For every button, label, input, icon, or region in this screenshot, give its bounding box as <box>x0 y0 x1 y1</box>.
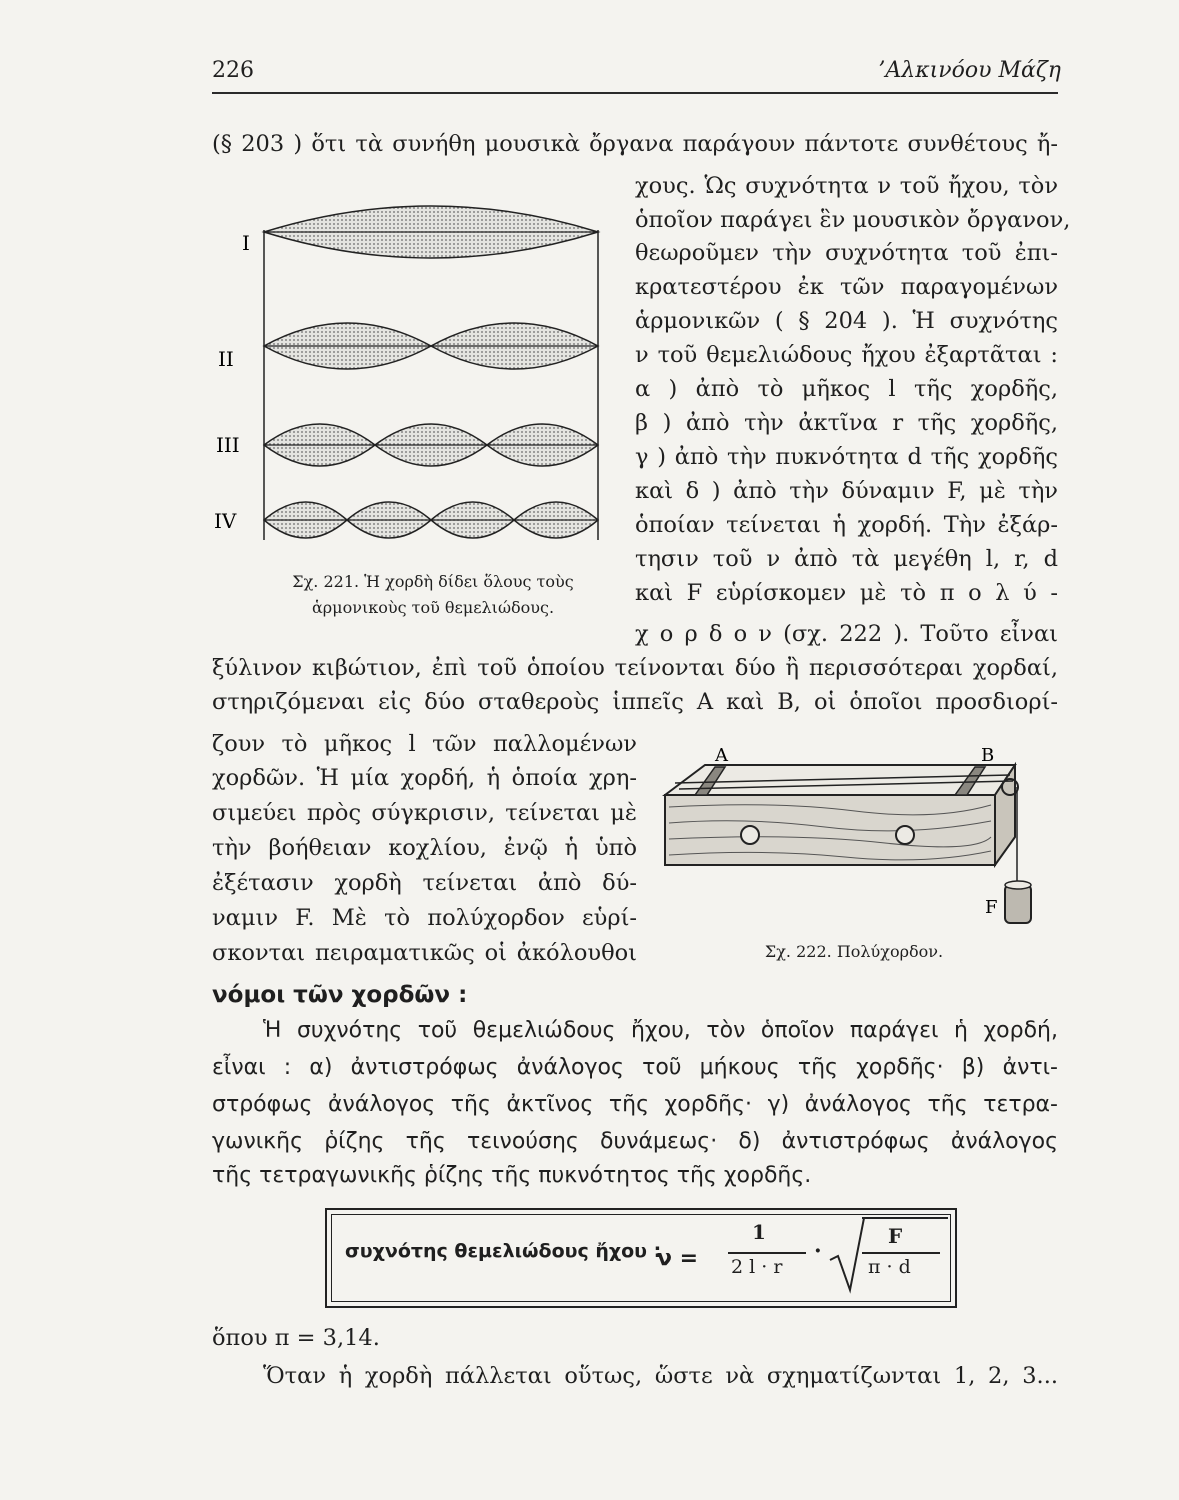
harmonic-label-4: IV <box>214 509 237 533</box>
fraction-bar <box>728 1252 806 1254</box>
figure-221-harmonics <box>212 190 632 560</box>
text-line: ἁρμονικῶν ( § 204 ). Ἡ συχνότης <box>635 308 1058 334</box>
formula-numerator-1: 1 <box>752 1220 766 1244</box>
formula-denominator-2: π · d <box>868 1256 911 1278</box>
text-line: ν τοῦ θεμελιώδους ἤχου ἐξαρτᾶται : <box>635 342 1058 368</box>
sqrt-overline <box>862 1217 948 1219</box>
formula-label: συχνότης θεμελιώδους ἤχου : <box>345 1240 662 1262</box>
text-line: σιμεύει πρὸς σύγκρισιν, τείνεται μὲ <box>212 800 637 826</box>
text-line: α ) ἀπὸ τὸ μῆκος l τῆς χορδῆς, <box>635 376 1058 402</box>
laws-heading: νόμοι τῶν χορδῶν : <box>212 982 468 1008</box>
text-line: (§ 203 ) ὅτι τὰ συνήθη μουσικὰ ὄργανα παράγουν πάντοτε συνθέτους ἤ- <box>212 131 1058 157</box>
text-line: ἐξέτασιν χορδὴ τείνεται ἀπὸ δύ- <box>212 870 637 896</box>
text-line: χους. Ὡς συχνότητα ν τοῦ ἤχου, τὸν <box>635 173 1058 199</box>
formula-denominator-1: 2 l · r <box>731 1256 783 1278</box>
law-line: γωνικῆς ῥίζης τῆς τεινούσης δυνάμεως· δ) ἀντιστρόφως ἀνάλογος <box>212 1129 1058 1154</box>
label-f: F <box>985 897 998 918</box>
page-number: 226 <box>212 58 254 83</box>
text-line: καὶ F εὑρίσκομεν μὲ τὸ π ο λ ύ - <box>635 580 1058 606</box>
figure-221-caption-line1: Σχ. 221. Ἡ χορδὴ δίδει ὅλους τοὺς <box>292 572 574 591</box>
sqrt-sign <box>828 1214 868 1294</box>
harmonic-label-2: II <box>218 347 234 371</box>
law-line: Ἡ συχνότης τοῦ θεμελιώδους ἤχου, τὸν ὁποῖον παράγει ἡ χορδή, <box>263 1018 1058 1043</box>
text-line: κρατεστέρου ἐκ τῶν παραγομένων <box>635 274 1058 300</box>
text-line: τησιν τοῦ ν ἀπὸ τὰ μεγέθη l, r, d <box>635 546 1058 572</box>
text-line: χ ο ρ δ ο ν (σχ. 222 ). Τοῦτο εἶναι <box>635 621 1058 647</box>
text-line: Ὅταν ἡ χορδὴ πάλλεται οὕτως, ὥστε νὰ σχηματίζωνται 1, 2, 3... <box>263 1363 1058 1389</box>
sound-hole <box>741 826 759 844</box>
harmonic-label-1: I <box>242 231 250 255</box>
label-b: B <box>981 745 995 766</box>
figure-222-caption: Σχ. 222. Πολύχορδον. <box>764 942 944 961</box>
label-a: A <box>715 745 728 766</box>
text-line: γ ) ἀπὸ τὴν πυκνότητα d τῆς χορδῆς <box>635 444 1058 470</box>
text-line: ξύλινον κιβώτιον, ἐπὶ τοῦ ὁποίου τείνονται δύο ἢ περισσότεραι χορδαί, <box>212 655 1058 681</box>
formula-times: · <box>814 1238 822 1264</box>
harmonic-label-3: III <box>216 433 240 457</box>
figure-222-polychord <box>655 745 1045 945</box>
text-line: τὴν βοήθειαν κοχλίου, ἐνῷ ἡ ὑπὸ <box>212 835 637 861</box>
sound-hole <box>896 826 914 844</box>
text-line: ζουν τὸ μῆκος l τῶν παλλομένων <box>212 731 637 757</box>
text-line: ὁποίαν τείνεται ἡ χορδή. Τὴν ἐξάρ- <box>635 512 1058 538</box>
law-line: τῆς τετραγωνικῆς ῥίζης τῆς πυκνότητος τῆς χορδῆς. <box>212 1163 812 1188</box>
formula-lhs: ν = <box>657 1246 699 1271</box>
text-line: στηριζόμεναι εἰς δύο σταθεροὺς ἱππεῖς A καὶ B, οἱ ὁποῖοι προσδιορί- <box>212 689 1058 715</box>
text-line: θεωροῦμεν τὴν συχνότητα τοῦ ἐπι- <box>635 240 1058 266</box>
law-line: στρόφως ἀνάλογος τῆς ἀκτῖνος τῆς χορδῆς· γ) ἀνάλογος τῆς τετρα- <box>212 1092 1058 1117</box>
weight <box>1005 885 1031 923</box>
formula-numerator-2: F <box>888 1224 903 1248</box>
law-line: εἶναι : α) ἀντιστρόφως ἀνάλογος τοῦ μήκους τῆς χορδῆς· β) ἀντι- <box>212 1055 1058 1080</box>
text-line: σκονται πειραματικῶς οἱ ἀκόλουθοι <box>212 940 637 966</box>
text-line: ὁποῖον παράγει ἓν μουσικὸν ὄργανον, <box>635 207 1071 233</box>
running-title: ’Αλκινόου Μάζη <box>878 58 1061 83</box>
text-line: β ) ἀπὸ τὴν ἀκτῖνα r τῆς χορδῆς, <box>635 410 1058 436</box>
text-line: ὅπου π = 3,14. <box>212 1325 380 1351</box>
text-line: καὶ δ ) ἀπὸ τὴν δύναμιν F, μὲ τὴν <box>635 478 1058 504</box>
text-line: χορδῶν. Ἡ μία χορδή, ἡ ὁποία χρη- <box>212 765 637 791</box>
text-line: ναμιν F. Μὲ τὸ πολύχορδον εὑρί- <box>212 905 637 931</box>
fraction-bar <box>862 1252 940 1254</box>
figure-221-caption-line2: ἁρμονικοὺς τοῦ θεμελιώδους. <box>311 598 555 617</box>
header-rule <box>212 92 1058 94</box>
